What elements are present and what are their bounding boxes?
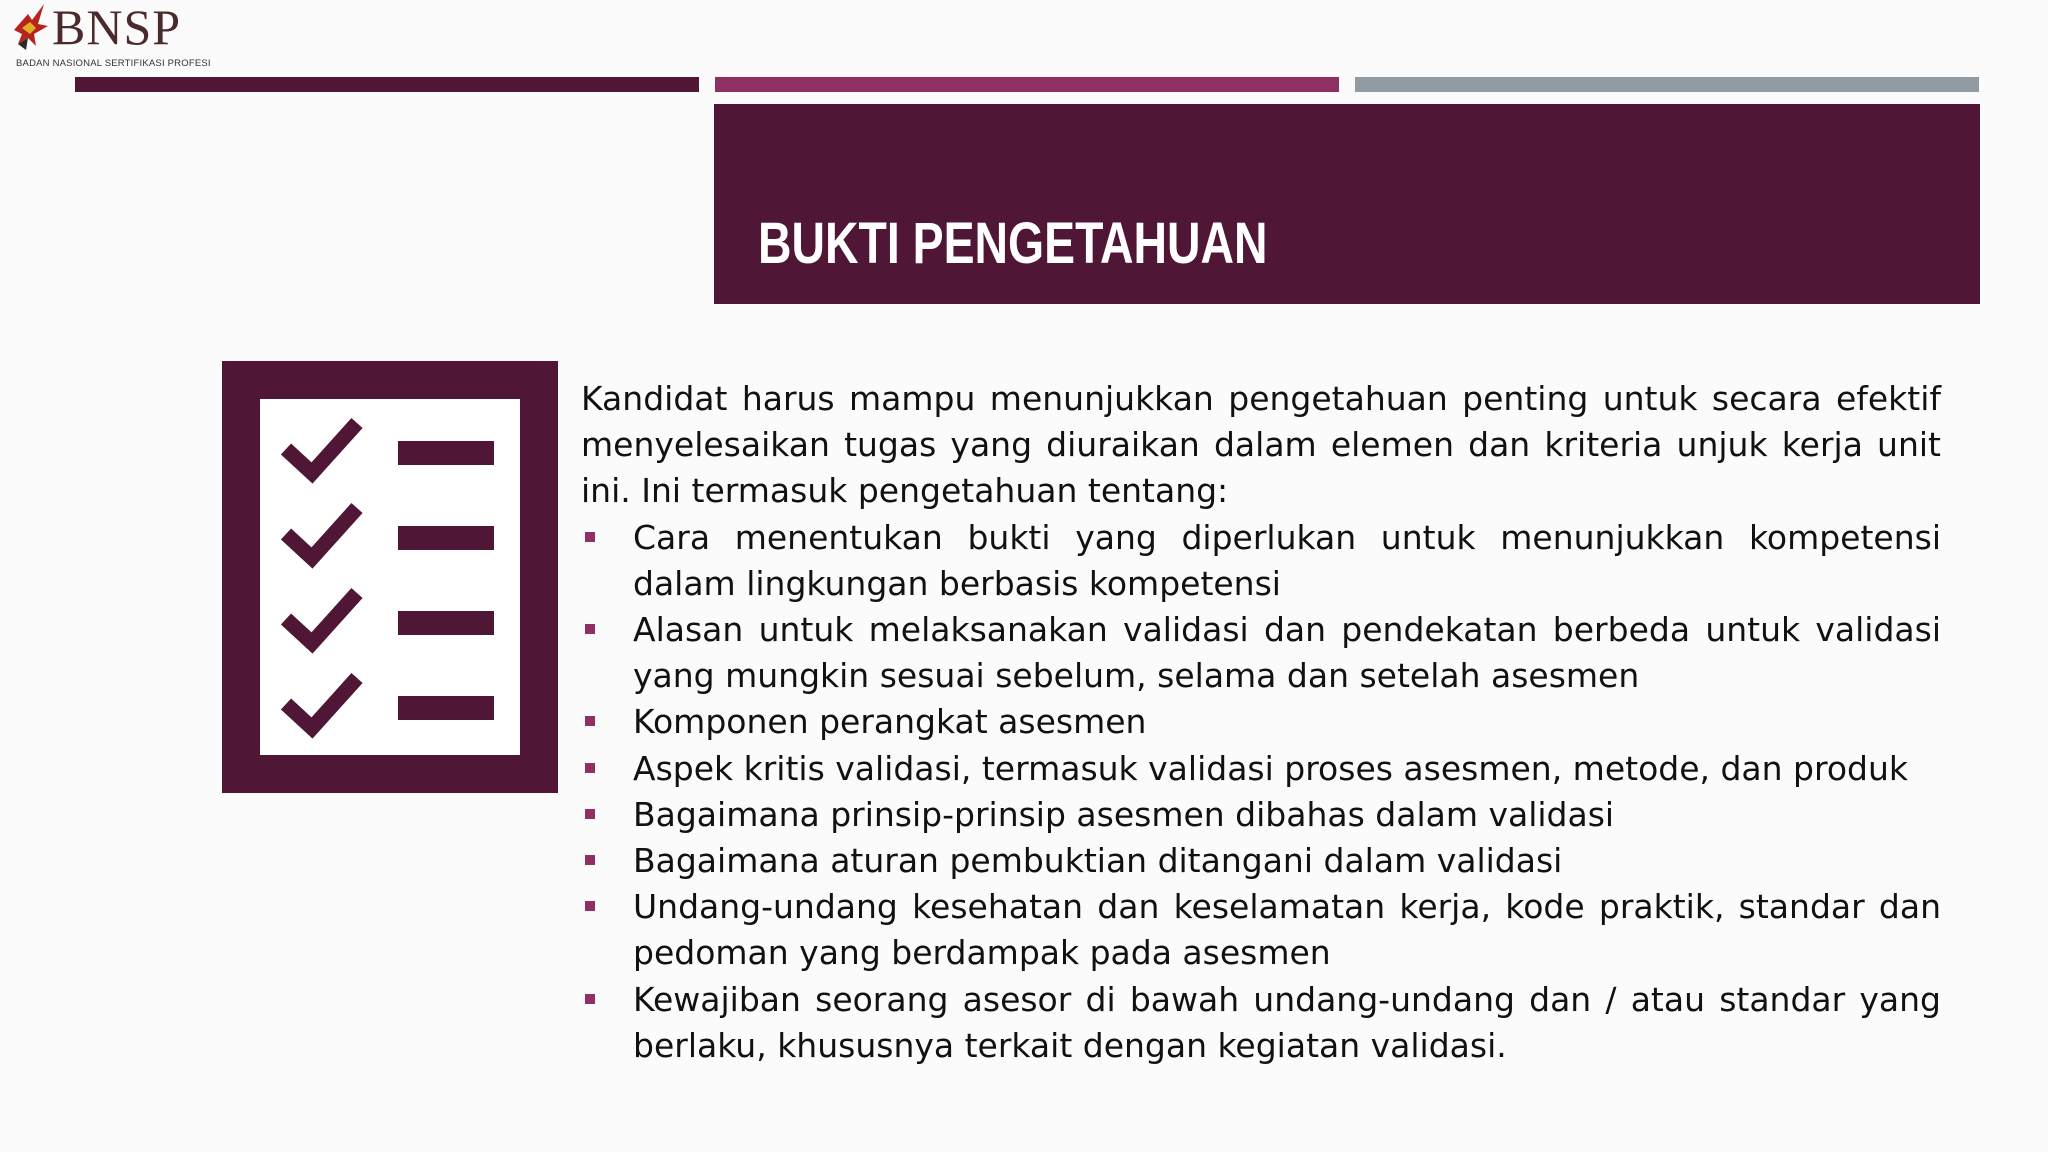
list-item [581, 977, 1941, 1069]
list-item-text: Bagaimana prinsip-prinsip asesmen dibahas dalam validasi [633, 794, 1615, 834]
square-bullet-icon [585, 716, 595, 726]
accent-bar-dark [75, 77, 699, 92]
bnsp-logo [8, 0, 211, 76]
slide-content [581, 376, 1941, 1069]
title-banner [714, 104, 1980, 304]
intro-paragraph: Kandidat harus mampu menunjukkan pengetahuan penting untuk secara efektif menyelesaikan tugas yang diuraikan dalam elemen dan kriteria unjuk kerja unit ini. Ini termasuk pengetahuan tentang: [581, 379, 1941, 511]
list-item [581, 792, 1941, 838]
list-item-text: Kewajiban seorang asesor di bawah undang-undang dan / atau standar yang berlaku, khususnya terkait dengan kegiatan validasi. [633, 979, 1941, 1065]
logo-subtitle: BADAN NASIONAL SERTIFIKASI PROFESI [16, 58, 211, 69]
list-item [581, 746, 1941, 792]
list-item-text: Alasan untuk melaksanakan validasi dan pendekatan berbeda untuk validasi yang mungkin sesuai sebelum, selama dan setelah asesmen [633, 610, 1941, 696]
square-bullet-icon [585, 624, 595, 634]
logo-text: BNSP [52, 0, 182, 55]
accent-bar-gray [1355, 77, 1979, 92]
list-item [581, 884, 1941, 976]
list-item [581, 515, 1941, 607]
list-item-text: Aspek kritis validasi, termasuk validasi proses asesmen, metode, dan produk [633, 748, 1909, 788]
list-item [581, 699, 1941, 745]
garuda-logo-icon [8, 0, 54, 56]
list-item-text: Komponen perangkat asesmen [633, 702, 1147, 742]
list-item [581, 838, 1941, 884]
square-bullet-icon [585, 809, 595, 819]
square-bullet-icon [585, 763, 595, 773]
checklist-icon [222, 361, 558, 793]
list-item-text: Cara menentukan bukti yang diperlukan untuk menunjukkan kompetensi dalam lingkungan berbasis kompetensi [633, 517, 1941, 603]
list-item-text: Bagaimana aturan pembuktian ditangani dalam validasi [633, 841, 1563, 881]
square-bullet-icon [585, 532, 595, 542]
square-bullet-icon [585, 855, 595, 865]
square-bullet-icon [585, 901, 595, 911]
slide-title: BUKTI PENGETAHUAN [758, 211, 1268, 276]
knowledge-list [581, 515, 1941, 1069]
list-item-text: Undang-undang kesehatan dan keselamatan kerja, kode praktik, standar dan pedoman yang berdampak pada asesmen [633, 887, 1941, 973]
accent-bar-magenta [715, 77, 1339, 92]
square-bullet-icon [585, 994, 595, 1004]
list-item [581, 607, 1941, 699]
